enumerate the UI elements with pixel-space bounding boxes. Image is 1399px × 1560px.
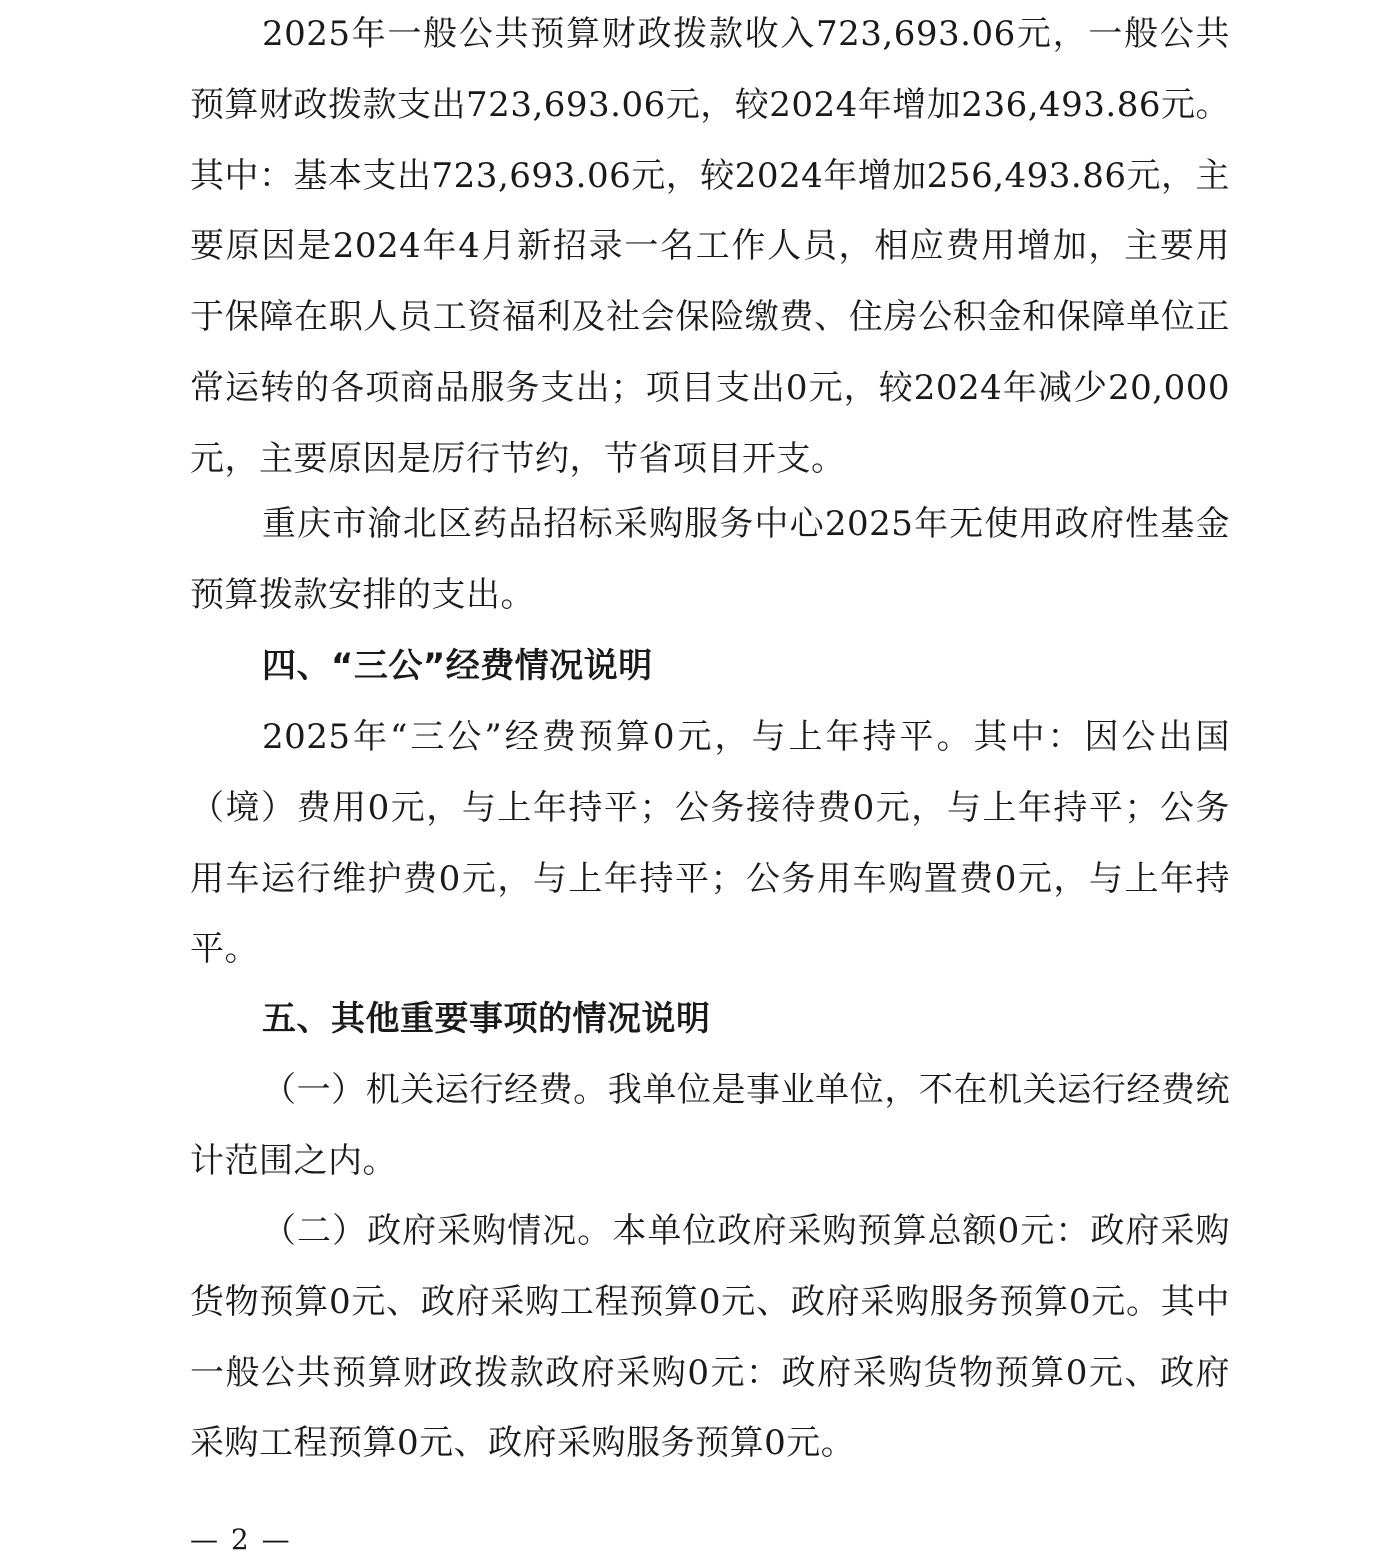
page-number: — 2 — xyxy=(190,1523,292,1556)
document-page xyxy=(190,0,1230,1554)
heading-section-four: 四、“三公”经费情况说明 xyxy=(262,646,653,686)
paragraph-three-public-expenses: 2025年“三公”经费预算0元，与上年持平。其中：因公出国（境）费用0元，与上年持平；公务接待费0元，与上年持平；公务用车运行维护费0元，与上年持平；公务用车购置费0元，与上年持平。 xyxy=(190,717,1230,970)
heading-section-five: 五、其他重要事项的情况说明 xyxy=(262,999,711,1039)
paragraph-operating-expenses: （一）机关运行经费。我单位是事业单位，不在机关运行经费统计范围之内。 xyxy=(190,1070,1230,1181)
paragraph-government-procurement: （二）政府采购情况。本单位政府采购预算总额0元：政府采购货物预算0元、政府采购工程预算0元、政府采购服务预算0元。其中一般公共预算财政拨款政府采购0元：政府采购货物预算0元、政府采购工程预算0元、政府采购服务预算0元。 xyxy=(190,1211,1230,1464)
paragraph-government-fund: 重庆市渝北区药品招标采购服务中心2025年无使用政府性基金预算拨款安排的支出。 xyxy=(190,504,1230,615)
paragraph-general-budget: 2025年一般公共预算财政拨款收入723,693.06元，一般公共预算财政拨款支出723,693.06元，较2024年增加236,493.86元。其中：基本支出723,693.06元，较2024年增加256,493.86元，主要原因是2024年4月新招录一名工作人员，相应费用增加，主要用于保障在职人员工资福利及社会保险缴费、住房公积金和保障单位正常运转的各项商品服务支出；项目支出0元，较2024年减少20,000元，主要原因是厉行节约，节省项目开支。 xyxy=(190,14,1230,479)
